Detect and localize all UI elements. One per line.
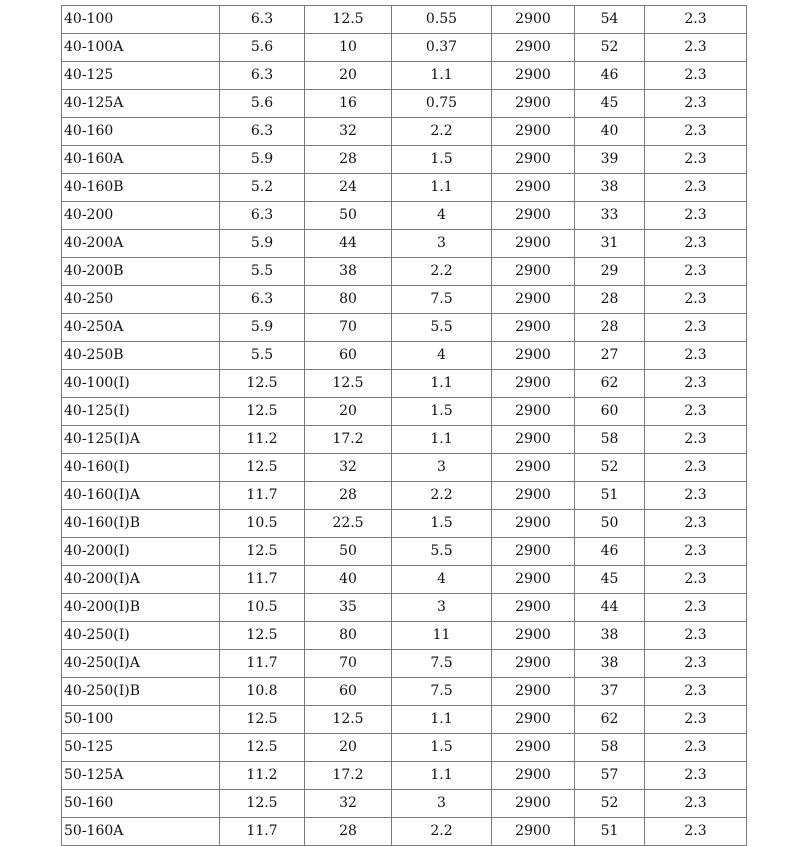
speed-cell: 2900 [492,146,575,174]
table-row [62,594,747,622]
efficiency-cell: 28 [575,286,645,314]
npsh-cell: 2.3 [645,398,747,426]
power-cell: 3 [392,454,492,482]
table-row [62,230,747,258]
speed-cell: 2900 [492,510,575,538]
flow-cell: 5.6 [220,90,305,118]
head-cell: 70 [305,650,392,678]
table-row [62,650,747,678]
power-cell: 1.5 [392,734,492,762]
flow-cell: 5.9 [220,230,305,258]
model-cell: 40-250(I)B [62,678,220,706]
speed-cell: 2900 [492,538,575,566]
npsh-cell: 2.3 [645,342,747,370]
flow-cell: 11.7 [220,818,305,846]
efficiency-cell: 46 [575,538,645,566]
model-cell: 40-100A [62,34,220,62]
efficiency-cell: 31 [575,230,645,258]
power-cell: 1.1 [392,426,492,454]
flow-cell: 6.3 [220,6,305,34]
table-row [62,90,747,118]
speed-cell: 2900 [492,314,575,342]
flow-cell: 10.5 [220,510,305,538]
speed-cell: 2900 [492,286,575,314]
model-cell: 40-250 [62,286,220,314]
npsh-cell: 2.3 [645,34,747,62]
table-row [62,538,747,566]
table-row [62,118,747,146]
npsh-cell: 2.3 [645,622,747,650]
speed-cell: 2900 [492,426,575,454]
efficiency-cell: 44 [575,594,645,622]
speed-cell: 2900 [492,622,575,650]
npsh-cell: 2.3 [645,62,747,90]
npsh-cell: 2.3 [645,482,747,510]
npsh-cell: 2.3 [645,454,747,482]
npsh-cell: 2.3 [645,790,747,818]
power-cell: 1.1 [392,174,492,202]
table-row [62,790,747,818]
speed-cell: 2900 [492,678,575,706]
power-cell: 7.5 [392,286,492,314]
npsh-cell: 2.3 [645,286,747,314]
table-row [62,6,747,34]
head-cell: 28 [305,146,392,174]
npsh-cell: 2.3 [645,566,747,594]
head-cell: 35 [305,594,392,622]
head-cell: 28 [305,482,392,510]
model-cell: 40-160 [62,118,220,146]
head-cell: 28 [305,818,392,846]
table-row [62,314,747,342]
efficiency-cell: 52 [575,34,645,62]
head-cell: 16 [305,90,392,118]
efficiency-cell: 46 [575,62,645,90]
flow-cell: 10.5 [220,594,305,622]
power-cell: 11 [392,622,492,650]
table-row [62,342,747,370]
flow-cell: 6.3 [220,202,305,230]
npsh-cell: 2.3 [645,426,747,454]
model-cell: 40-160B [62,174,220,202]
table-row [62,678,747,706]
speed-cell: 2900 [492,34,575,62]
speed-cell: 2900 [492,734,575,762]
head-cell: 24 [305,174,392,202]
head-cell: 60 [305,678,392,706]
flow-cell: 12.5 [220,734,305,762]
head-cell: 12.5 [305,706,392,734]
power-cell: 5.5 [392,314,492,342]
speed-cell: 2900 [492,62,575,90]
head-cell: 20 [305,734,392,762]
efficiency-cell: 60 [575,398,645,426]
speed-cell: 2900 [492,790,575,818]
head-cell: 32 [305,118,392,146]
head-cell: 38 [305,258,392,286]
table-row [62,258,747,286]
speed-cell: 2900 [492,6,575,34]
power-cell: 1.5 [392,146,492,174]
power-cell: 0.75 [392,90,492,118]
table-row [62,426,747,454]
table-row [62,146,747,174]
model-cell: 40-125 [62,62,220,90]
head-cell: 20 [305,398,392,426]
model-cell: 40-160(I)B [62,510,220,538]
flow-cell: 12.5 [220,398,305,426]
model-cell: 40-100(I) [62,370,220,398]
efficiency-cell: 45 [575,90,645,118]
speed-cell: 2900 [492,454,575,482]
power-cell: 1.1 [392,706,492,734]
model-cell: 40-250B [62,342,220,370]
speed-cell: 2900 [492,650,575,678]
speed-cell: 2900 [492,762,575,790]
table-row [62,174,747,202]
efficiency-cell: 39 [575,146,645,174]
efficiency-cell: 33 [575,202,645,230]
efficiency-cell: 52 [575,454,645,482]
speed-cell: 2900 [492,818,575,846]
efficiency-cell: 62 [575,370,645,398]
efficiency-cell: 28 [575,314,645,342]
flow-cell: 5.6 [220,34,305,62]
power-cell: 2.2 [392,118,492,146]
efficiency-cell: 52 [575,790,645,818]
power-cell: 7.5 [392,678,492,706]
model-cell: 40-100 [62,6,220,34]
flow-cell: 5.5 [220,258,305,286]
npsh-cell: 2.3 [645,258,747,286]
flow-cell: 12.5 [220,454,305,482]
speed-cell: 2900 [492,398,575,426]
npsh-cell: 2.3 [645,174,747,202]
table-row [62,622,747,650]
table-row [62,734,747,762]
table-row [62,286,747,314]
power-cell: 7.5 [392,650,492,678]
npsh-cell: 2.3 [645,6,747,34]
model-cell: 40-125(I) [62,398,220,426]
table-row [62,454,747,482]
table-row [62,398,747,426]
npsh-cell: 2.3 [645,538,747,566]
flow-cell: 12.5 [220,538,305,566]
npsh-cell: 2.3 [645,202,747,230]
speed-cell: 2900 [492,118,575,146]
efficiency-cell: 29 [575,258,645,286]
npsh-cell: 2.3 [645,650,747,678]
flow-cell: 11.7 [220,650,305,678]
table-row [62,818,747,846]
flow-cell: 12.5 [220,370,305,398]
npsh-cell: 2.3 [645,762,747,790]
npsh-cell: 2.3 [645,594,747,622]
model-cell: 50-125 [62,734,220,762]
model-cell: 40-250(I)A [62,650,220,678]
table-row [62,482,747,510]
head-cell: 12.5 [305,6,392,34]
npsh-cell: 2.3 [645,90,747,118]
speed-cell: 2900 [492,258,575,286]
table-row [62,510,747,538]
head-cell: 32 [305,454,392,482]
pump-spec-table-body [62,6,747,846]
flow-cell: 6.3 [220,62,305,90]
model-cell: 40-200(I)A [62,566,220,594]
table-row [62,202,747,230]
table-row [62,706,747,734]
head-cell: 50 [305,202,392,230]
model-cell: 40-200 [62,202,220,230]
efficiency-cell: 37 [575,678,645,706]
speed-cell: 2900 [492,482,575,510]
flow-cell: 11.2 [220,426,305,454]
efficiency-cell: 58 [575,426,645,454]
power-cell: 0.55 [392,6,492,34]
head-cell: 80 [305,622,392,650]
speed-cell: 2900 [492,230,575,258]
efficiency-cell: 45 [575,566,645,594]
head-cell: 40 [305,566,392,594]
power-cell: 3 [392,230,492,258]
speed-cell: 2900 [492,370,575,398]
model-cell: 40-125A [62,90,220,118]
table-row [62,566,747,594]
power-cell: 4 [392,342,492,370]
flow-cell: 12.5 [220,622,305,650]
npsh-cell: 2.3 [645,818,747,846]
model-cell: 40-200B [62,258,220,286]
model-cell: 50-160 [62,790,220,818]
model-cell: 40-160(I)A [62,482,220,510]
head-cell: 20 [305,62,392,90]
model-cell: 50-125A [62,762,220,790]
power-cell: 2.2 [392,482,492,510]
speed-cell: 2900 [492,342,575,370]
head-cell: 44 [305,230,392,258]
speed-cell: 2900 [492,90,575,118]
flow-cell: 6.3 [220,118,305,146]
efficiency-cell: 58 [575,734,645,762]
power-cell: 4 [392,202,492,230]
model-cell: 40-125(I)A [62,426,220,454]
model-cell: 50-160A [62,818,220,846]
flow-cell: 5.5 [220,342,305,370]
pump-spec-table [61,5,747,846]
efficiency-cell: 38 [575,650,645,678]
speed-cell: 2900 [492,706,575,734]
efficiency-cell: 27 [575,342,645,370]
head-cell: 70 [305,314,392,342]
head-cell: 22.5 [305,510,392,538]
speed-cell: 2900 [492,594,575,622]
speed-cell: 2900 [492,174,575,202]
flow-cell: 6.3 [220,286,305,314]
npsh-cell: 2.3 [645,314,747,342]
efficiency-cell: 40 [575,118,645,146]
flow-cell: 12.5 [220,706,305,734]
flow-cell: 11.2 [220,762,305,790]
npsh-cell: 2.3 [645,230,747,258]
speed-cell: 2900 [492,202,575,230]
head-cell: 50 [305,538,392,566]
table-row [62,62,747,90]
power-cell: 4 [392,566,492,594]
power-cell: 0.37 [392,34,492,62]
flow-cell: 11.7 [220,482,305,510]
power-cell: 1.1 [392,62,492,90]
model-cell: 40-200A [62,230,220,258]
flow-cell: 12.5 [220,790,305,818]
head-cell: 12.5 [305,370,392,398]
efficiency-cell: 54 [575,6,645,34]
table-row [62,34,747,62]
head-cell: 60 [305,342,392,370]
efficiency-cell: 38 [575,622,645,650]
power-cell: 3 [392,790,492,818]
efficiency-cell: 57 [575,762,645,790]
head-cell: 10 [305,34,392,62]
npsh-cell: 2.3 [645,678,747,706]
head-cell: 80 [305,286,392,314]
power-cell: 5.5 [392,538,492,566]
head-cell: 32 [305,790,392,818]
flow-cell: 10.8 [220,678,305,706]
npsh-cell: 2.3 [645,706,747,734]
efficiency-cell: 51 [575,818,645,846]
model-cell: 40-200(I) [62,538,220,566]
head-cell: 17.2 [305,762,392,790]
npsh-cell: 2.3 [645,146,747,174]
model-cell: 40-160A [62,146,220,174]
efficiency-cell: 38 [575,174,645,202]
npsh-cell: 2.3 [645,370,747,398]
power-cell: 2.2 [392,818,492,846]
head-cell: 17.2 [305,426,392,454]
efficiency-cell: 62 [575,706,645,734]
power-cell: 1.5 [392,510,492,538]
npsh-cell: 2.3 [645,118,747,146]
flow-cell: 5.2 [220,174,305,202]
table-row [62,762,747,790]
flow-cell: 11.7 [220,566,305,594]
pump-spec-table-container [61,5,747,846]
efficiency-cell: 50 [575,510,645,538]
power-cell: 3 [392,594,492,622]
power-cell: 2.2 [392,258,492,286]
flow-cell: 5.9 [220,314,305,342]
efficiency-cell: 51 [575,482,645,510]
npsh-cell: 2.3 [645,510,747,538]
npsh-cell: 2.3 [645,734,747,762]
power-cell: 1.1 [392,370,492,398]
power-cell: 1.5 [392,398,492,426]
power-cell: 1.1 [392,762,492,790]
model-cell: 40-200(I)B [62,594,220,622]
table-row [62,370,747,398]
model-cell: 40-250(I) [62,622,220,650]
model-cell: 50-100 [62,706,220,734]
flow-cell: 5.9 [220,146,305,174]
model-cell: 40-250A [62,314,220,342]
model-cell: 40-160(I) [62,454,220,482]
speed-cell: 2900 [492,566,575,594]
